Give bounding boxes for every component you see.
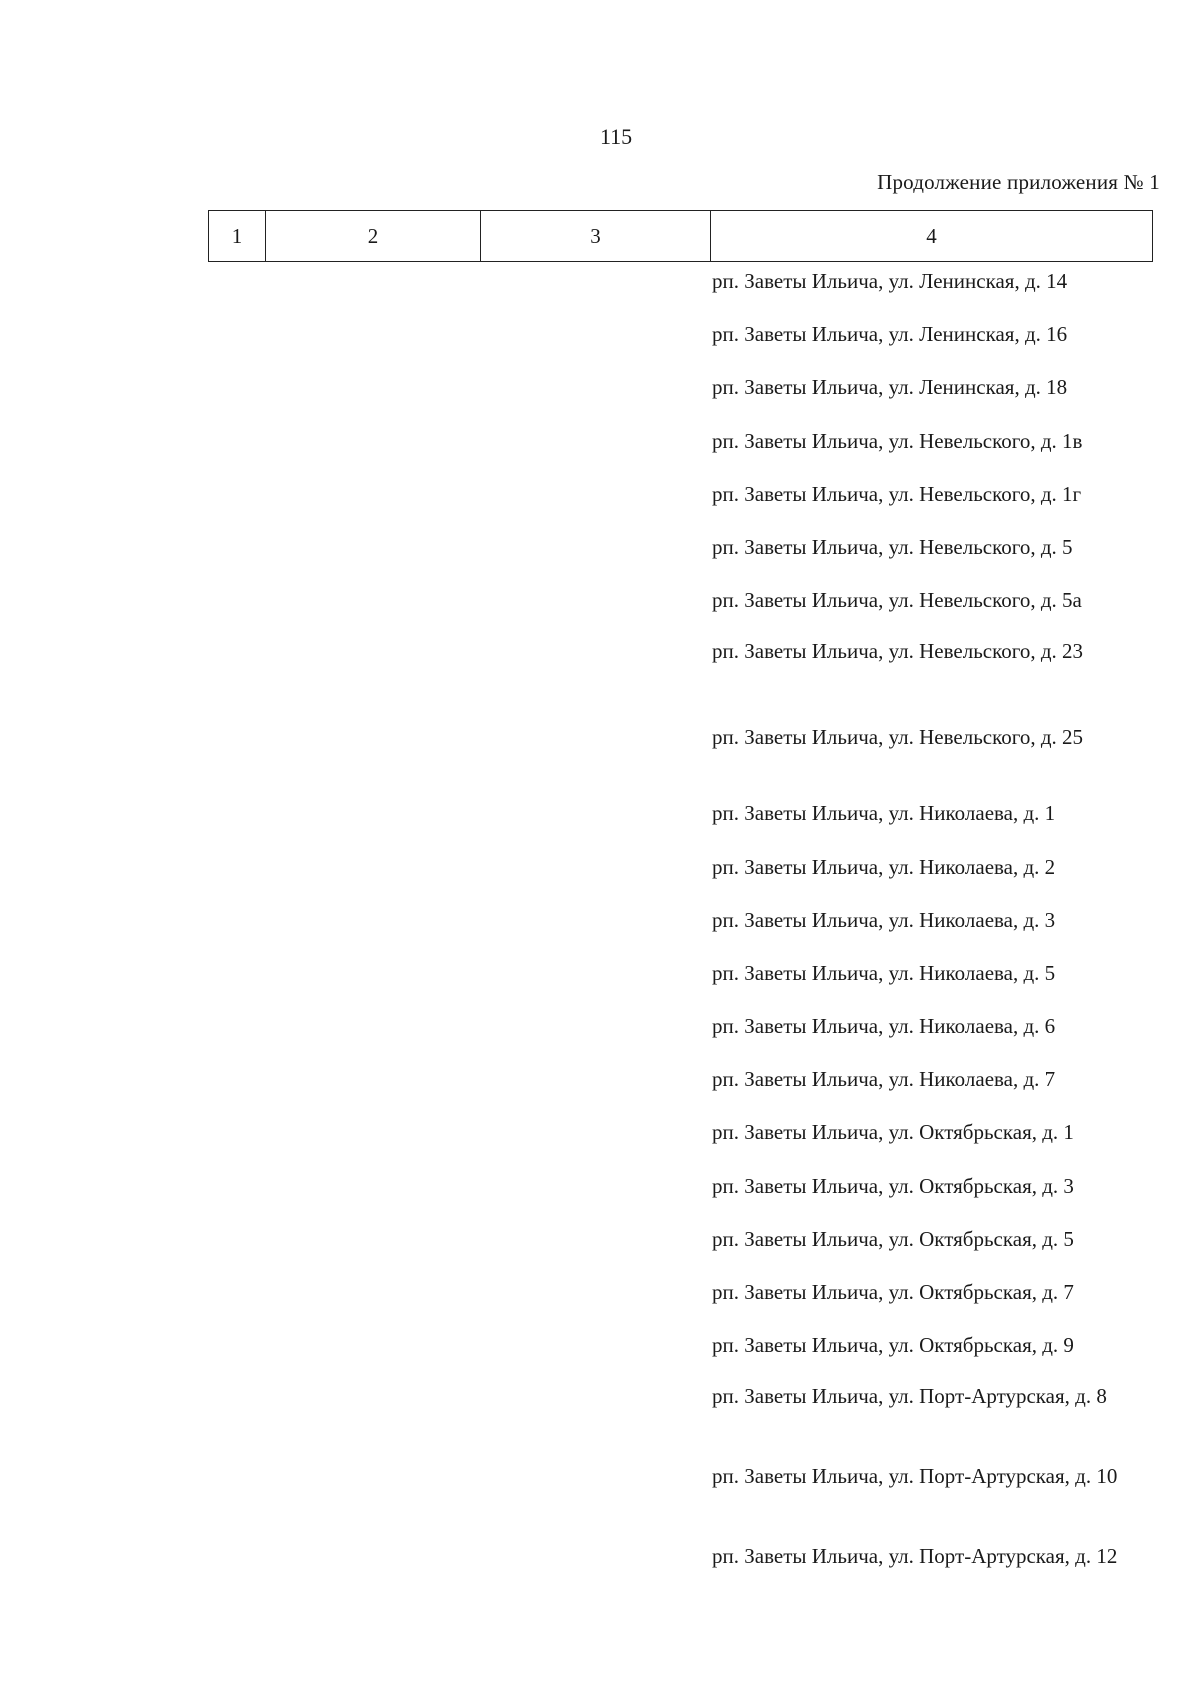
continuation-label: Продолжение приложения № 1 <box>877 170 1160 194</box>
list-item: рп. Заветы Ильича, ул. Николаева, д. 5 <box>712 960 1056 985</box>
header-cell-3: 3 <box>481 211 711 262</box>
list-item: рп. Заветы Ильича, ул. Николаева, д. 2 <box>712 854 1056 879</box>
list-item: рп. Заветы Ильича, ул. Порт-Артурская, д. 8 <box>712 1385 1107 1409</box>
list-item: рп. Заветы Ильича, ул. Николаева, д. 7 <box>712 1067 1056 1092</box>
table-header-row <box>209 211 1153 262</box>
header-cell-2: 2 <box>266 211 481 262</box>
address-list <box>712 268 1152 1625</box>
list-item: рп. Заветы Ильича, ул. Невельского, д. 5 <box>712 534 1073 559</box>
list-item: рп. Заветы Ильича, ул. Порт-Артурская, д. 10 <box>712 1465 1118 1489</box>
list-item: рп. Заветы Ильича, ул. Невельского, д. 23 <box>712 640 1084 664</box>
list-item: рп. Заветы Ильича, ул. Ленинская, д. 16 <box>712 322 1068 347</box>
list-item: рп. Заветы Ильича, ул. Октябрьская, д. 1 <box>712 1120 1074 1145</box>
list-item: рп. Заветы Ильича, ул. Невельского, д. 1г <box>712 481 1082 506</box>
header-cell-1: 1 <box>209 211 266 262</box>
table-header <box>208 210 1153 262</box>
header-cell-4: 4 <box>711 211 1153 262</box>
list-item: рп. Заветы Ильича, ул. Ленинская, д. 14 <box>712 269 1068 293</box>
list-item: рп. Заветы Ильича, ул. Октябрьская, д. 9 <box>712 1333 1074 1358</box>
list-item: рп. Заветы Ильича, ул. Николаева, д. 6 <box>712 1014 1056 1039</box>
list-item: рп. Заветы Ильича, ул. Октябрьская, д. 7 <box>712 1280 1074 1304</box>
list-item: рп. Заветы Ильича, ул. Невельского, д. 25 <box>712 725 1084 750</box>
list-item: рп. Заветы Ильича, ул. Октябрьская, д. 5 <box>712 1226 1074 1251</box>
page-number: 115 <box>600 124 633 149</box>
list-item: рп. Заветы Ильича, ул. Порт-Артурская, д. 12 <box>712 1545 1118 1569</box>
list-item: рп. Заветы Ильича, ул. Невельского, д. 1в <box>712 428 1083 453</box>
list-item: рп. Заветы Ильича, ул. Невельского, д. 5а <box>712 588 1082 613</box>
list-item: рп. Заветы Ильича, ул. Николаева, д. 1 <box>712 801 1056 826</box>
list-item: рп. Заветы Ильича, ул. Ленинская, д. 18 <box>712 375 1068 400</box>
list-item: рп. Заветы Ильича, ул. Октябрьская, д. 3 <box>712 1173 1074 1198</box>
list-item: рп. Заветы Ильича, ул. Николаева, д. 3 <box>712 907 1056 932</box>
